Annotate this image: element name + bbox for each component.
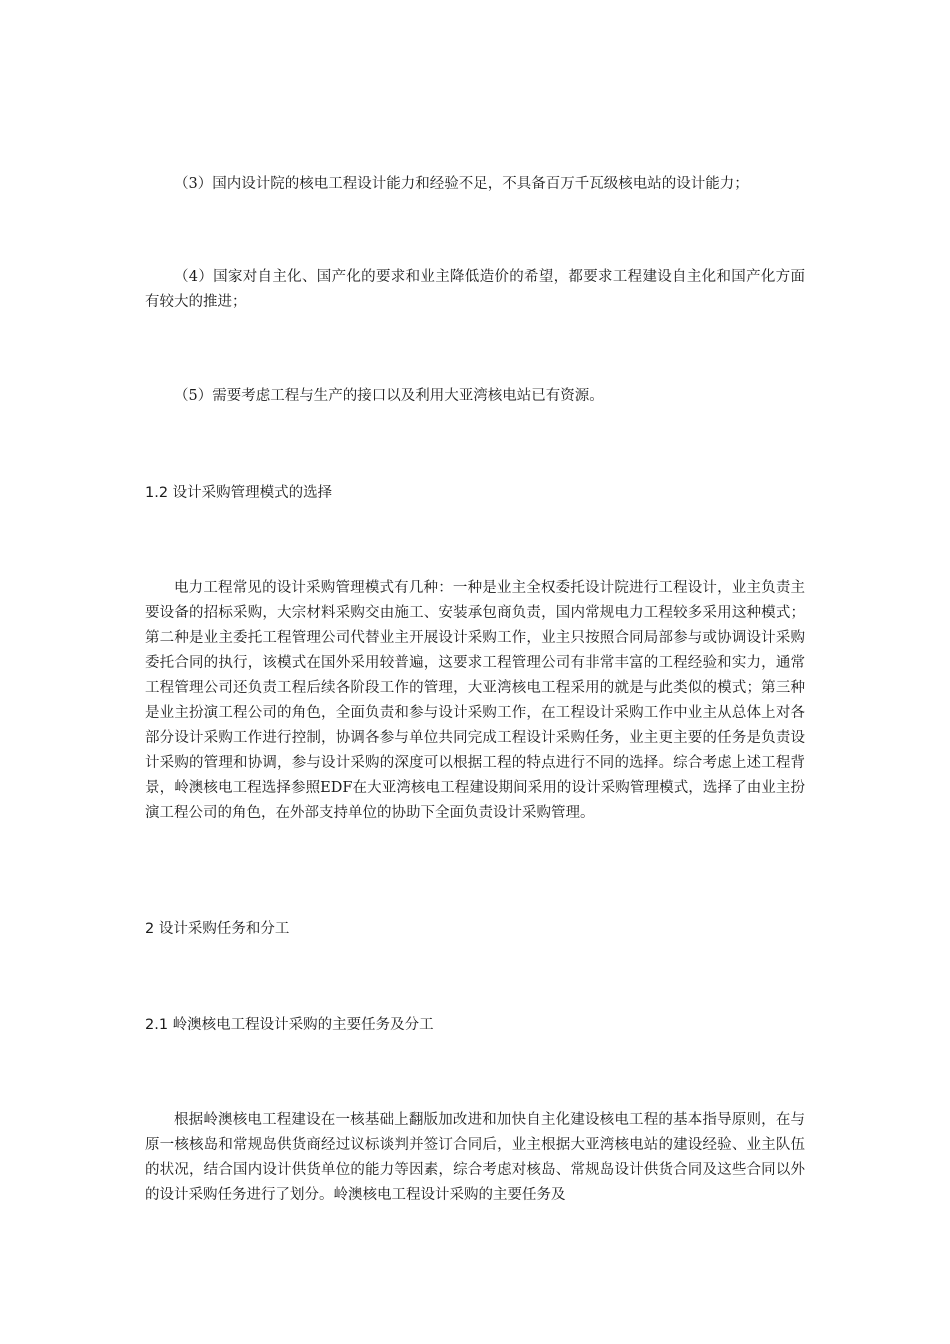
paragraph-item-3: （3）国内设计院的核电工程设计能力和经验不足，不具备百万千瓦级核电站的设计能力； bbox=[174, 176, 749, 192]
section-heading-2: 2 设计采购任务和分工 bbox=[145, 921, 290, 937]
section-heading-2-1: 2.1 岭澳核电工程设计采购的主要任务及分工 bbox=[145, 1017, 434, 1033]
paragraph-item-4: （4）国家对自主化、国产化的要求和业主降低造价的希望，都要求工程建设自主化和国产化方面有较大的推进； bbox=[145, 269, 805, 310]
section-heading-1-2: 1.2 设计采购管理模式的选择 bbox=[145, 485, 333, 501]
paragraph-section-1-2-body: 电力工程常见的设计采购管理模式有几种：一种是业主全权委托设计院进行工程设计，业主负责主要设备的招标采购，大宗材料采购交由施工、安装承包商负责，国内常规电力工程较多采用这种模式；第二种是业主委托工程管理公司代替业主开展设计采购工作，业主只按照合同局部参与或协调设计采购委托合同的执行，该模式在国外采用较普遍，这要求工程管理公司有非常丰富的工程经验和实力，通常工程管理公司还负责工程后续各阶段工作的管理，大亚湾核电工程采用的就是与此类似的模式；第三种是业主扮演工程公司的角色，全面负责和参与设计采购工作，在工程设计采购工作中业主从总体上对各部分设计采购工作进行控制，协调各参与单位共同完成工程设计采购任务，业主更主要的任务是负责设计采购的管理和协调，参与设计采购的深度可以根据工程的特点进行不同的选择。综合考虑上述工程背景，岭澳核电工程选择参照EDF在大亚湾核电工程建设期间采用的设计采购管理模式，选择了由业主扮演工程公司的角色，在外部支持单位的协助下全面负责设计采购管理。 bbox=[145, 580, 805, 821]
paragraph-section-2-1-body: 根据岭澳核电工程建设在一核基础上翻版加改进和加快自主化建设核电工程的基本指导原则，在与原一核核岛和常规岛供货商经过议标谈判并签订合同后，业主根据大亚湾核电站的建设经验、业主队伍的状况，结合国内设计供货单位的能力等因素，综合考虑对核岛、常规岛设计供货合同及这些合同以外的设计采购任务进行了划分。岭澳核电工程设计采购的主要任务及 bbox=[145, 1112, 805, 1203]
paragraph-item-5: （5）需要考虑工程与生产的接口以及利用大亚湾核电站已有资源。 bbox=[174, 388, 604, 404]
